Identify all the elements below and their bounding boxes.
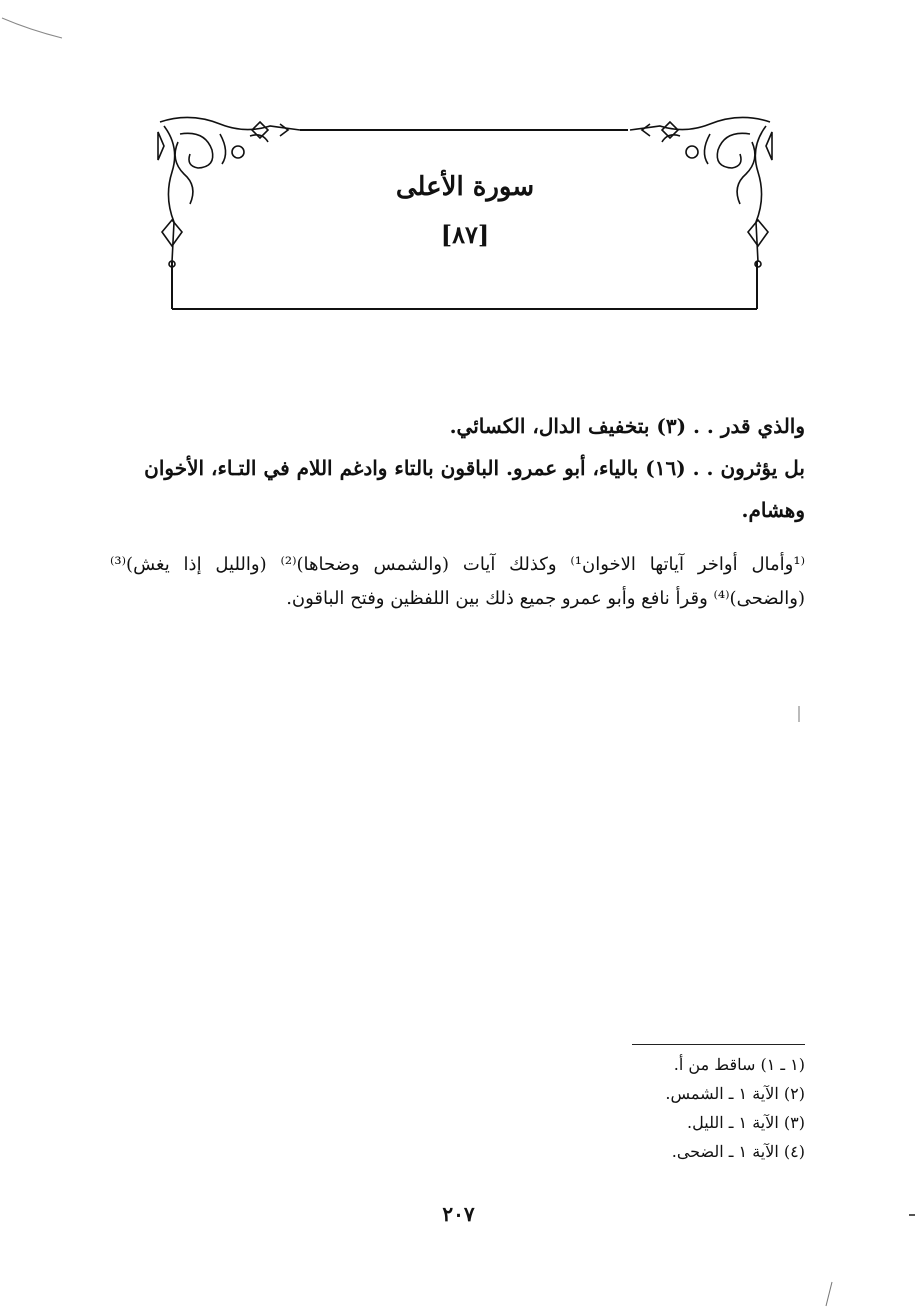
sura-number: [٨٧] [440,220,490,249]
sura-title: سورة الأعلى [395,172,535,202]
paragraph-1: والذي قدر . . (٣) بتخفيف الدال، الكسائي. [449,414,805,438]
footnote-1: (١ ـ ١) ساقط من أ. [673,1055,805,1074]
footnote-3: (٣) الآية ١ ـ الليل. [687,1113,805,1132]
scan-artifact-mark [820,1280,840,1310]
main-text [110,405,805,531]
scan-artifact-mark [795,704,803,724]
title-block [150,172,780,249]
imala-note-text: ⁽¹وأمال أواخر آياتها الاخوان¹⁾ وكذلك آيات (والشمس وضحاها)⁽²⁾ (والليل إذا يغش)⁽³⁾ (والضحى)⁽⁴⁾ وقرأ نافع وأبو عمرو جميع ذلك بين اللفظين وفتح الباقون. [110,554,805,609]
footnote-2: (٢) الآية ١ ـ الشمس. [665,1084,805,1103]
footnote-separator [632,1044,805,1045]
paragraph-2: بل يؤثرون . . (١٦) بالياء، أبو عمرو. الباقون بالتاء وادغم اللام في التـاء، الأخوان وهشام. [144,456,805,522]
footnote-4: (٤) الآية ١ ـ الضحى. [671,1142,805,1161]
page-number: ٢٠٧ [442,1202,475,1226]
footnotes [665,1050,805,1166]
scan-artifact-mark [0,0,70,45]
imala-note [110,548,805,616]
scan-artifact-mark [905,1205,917,1225]
